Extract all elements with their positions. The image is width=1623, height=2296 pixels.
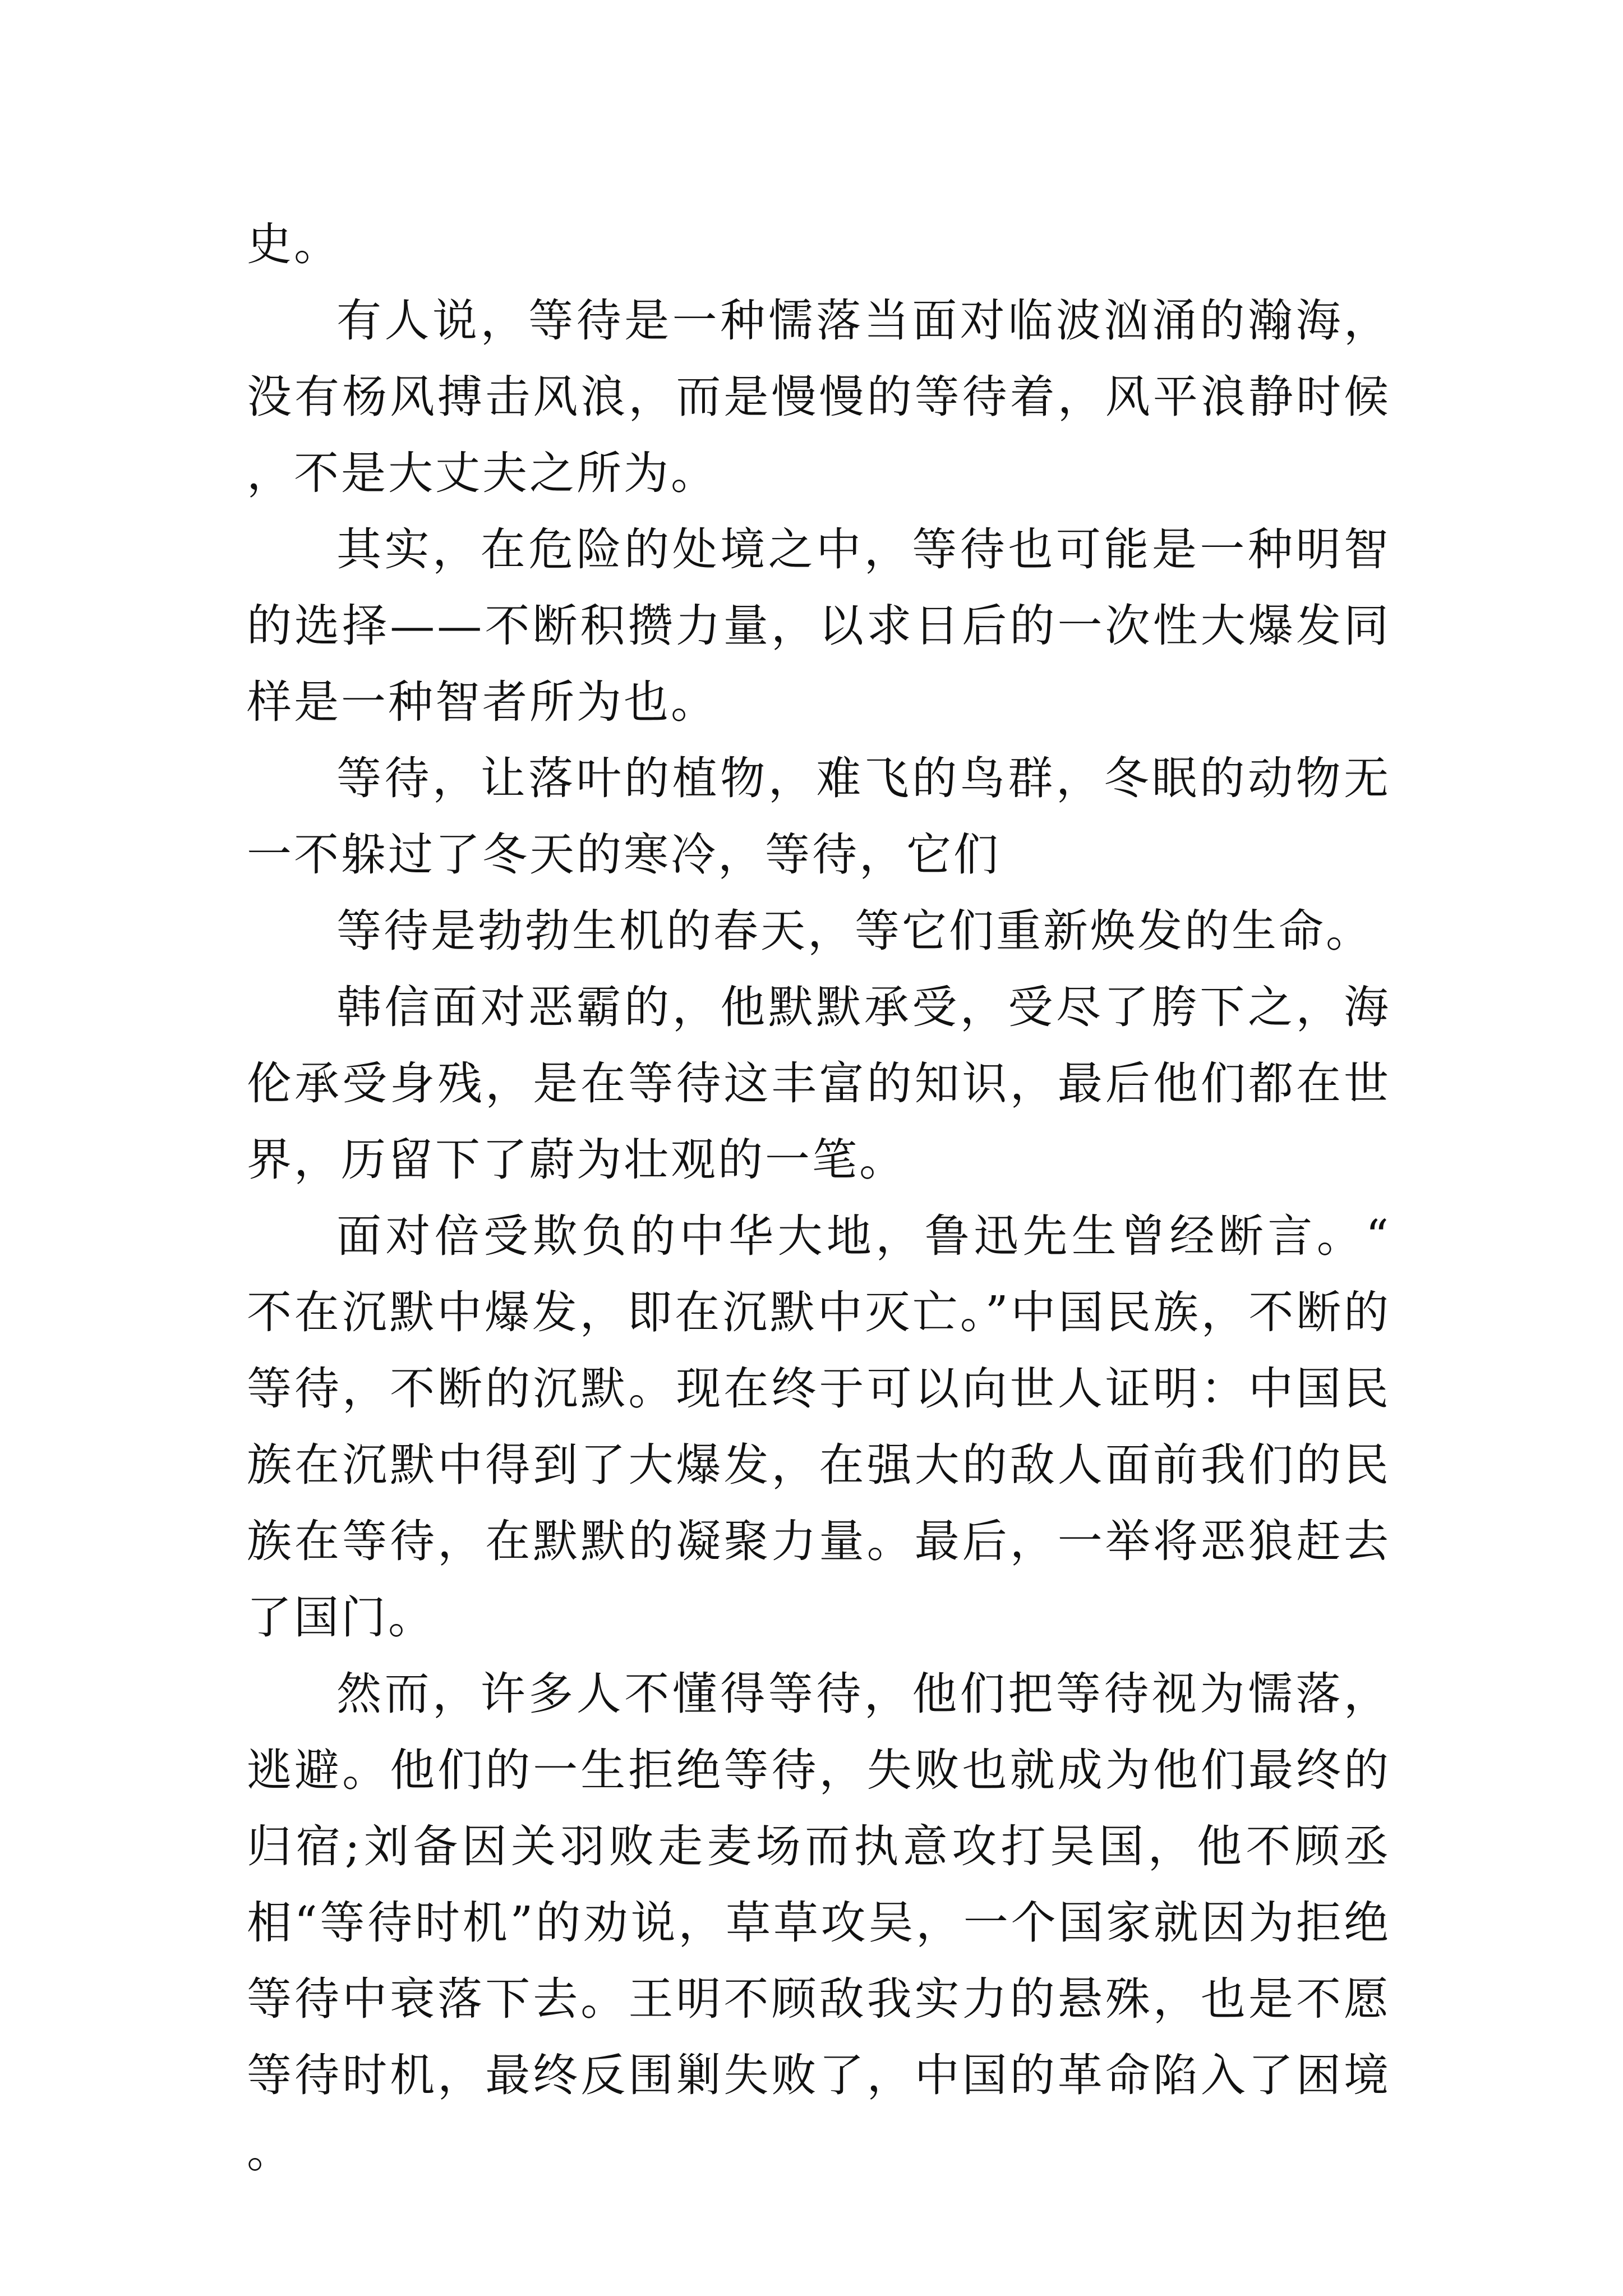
paragraph-3: 其实，在危险的处境之中，等待也可能是一种明智的选择——不断积攒力量，以求日后的一次性大爆发同样是一种智者所为也。: [247, 523, 1391, 728]
paragraph-8: 然而，许多人不懂得等待，他们把等待视为懦落，逃避。他们的一生拒绝等待，失败也就成为他们最终的归宿;刘备因关羽败走麦场而执意攻打吴国，他不顾丞相“等待时机”的劝说，草草攻吴，一个国家就因为拒绝等待中衰落下去。王明不顾敌我实力的悬殊，也是不愿等待时机，最终反围剿失败了，中国的革命陷入了困境。: [247, 1668, 1391, 2178]
paragraph-1: 史。: [247, 218, 341, 270]
paragraph-6: 韩信面对恶霸的，他默默承受，受尽了胯下之，海伦承受身残，是在等待这丰富的知识，最后他们都在世界，历留下了蔚为壮观的一笔。: [247, 981, 1391, 1186]
paragraph-5: 等待是勃勃生机的春天，等它们重新焕发的生命。: [336, 905, 1373, 957]
paragraph-4: 等待，让落叶的植物，难飞的鸟群，冬眠的动物无一不躲过了冬天的寒冷，等待，它们: [247, 752, 1391, 881]
document-page: [247, 206, 1391, 2190]
paragraph-7: 面对倍受欺负的中华大地，鲁迅先生曾经断言。“不在沉默中爆发，即在沉默中灭亡。”中国民族，不断的等待，不断的沉默。现在终于可以向世人证明：中国民族在沉默中得到了大爆发，在强大的敌人面前我们的民族在等待，在默默的凝聚力量。最后，一举将恶狼赶去了国门。: [247, 1210, 1391, 1644]
paragraph-2: 有人说，等待是一种懦落当面对临波汹涌的瀚海，没有杨风搏击风浪，而是慢慢的等待着，风平浪静时候，不是大丈夫之所为。: [247, 295, 1391, 499]
